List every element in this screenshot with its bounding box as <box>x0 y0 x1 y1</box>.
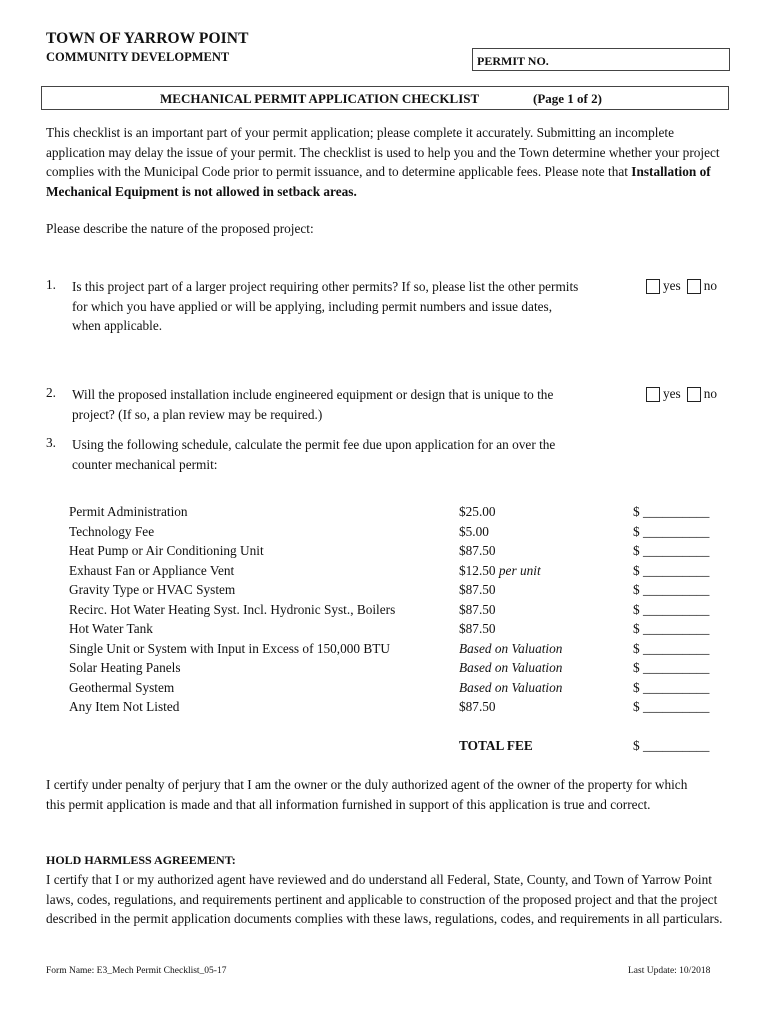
fee-amount: $12.50 per unit <box>459 562 541 578</box>
fee-item-name: Hot Water Tank <box>69 621 153 636</box>
fee-item-name: Gravity Type or HVAC System <box>69 582 236 597</box>
question-2-number: 2. <box>46 385 56 400</box>
fee-item-name: Technology Fee <box>69 523 155 539</box>
department-name: COMMUNITY DEVELOPMENT <box>46 50 230 64</box>
no-label: no <box>703 386 718 401</box>
fee-item-name: Exhaust Fan or Appliance Vent <box>69 562 235 578</box>
fee-item-name: Any Item Not Listed <box>69 699 180 714</box>
fee-amount: $87.50 <box>459 582 496 597</box>
certification-statement: I certify under penalty of perjury that I am the owner or the duly authorized agent of the owner of the property for which this permit application is made and that all information furnished in support of this application is true and correct. <box>46 777 688 812</box>
yes-label: yes <box>663 278 681 293</box>
form-title: MECHANICAL PERMIT APPLICATION CHECKLIST <box>160 91 480 106</box>
fee-row <box>0 582 770 602</box>
fee-row <box>0 543 770 563</box>
setback-notice: Installation of Mechanical Equipment is not allowed in setback areas. <box>46 164 711 199</box>
fee-row <box>0 699 770 719</box>
fee-schedule <box>0 504 770 744</box>
total-fee-row <box>0 738 770 758</box>
last-update: Last Update: 10/2018 <box>628 966 711 976</box>
fee-item-name: Solar Heating Panels <box>69 660 181 675</box>
yes-label: yes <box>663 386 681 401</box>
fee-row <box>0 504 770 524</box>
page-indicator: (Page 1 of 2) <box>533 91 602 106</box>
fee-amount: $87.50 <box>459 621 496 636</box>
question-2-text: Will the proposed installation include engineered equipment or design that is unique to the project? (If so, a plan review may be required.) <box>72 387 554 422</box>
fee-amount: $87.50 <box>459 601 496 617</box>
fee-due-field[interactable]: $ __________ <box>633 640 710 656</box>
question-1-number: 1. <box>46 277 56 292</box>
total-fee-label: TOTAL FEE <box>459 738 533 753</box>
question-2-no-checkbox[interactable] <box>687 387 701 402</box>
fee-due-field[interactable]: $ __________ <box>633 504 710 519</box>
fee-row <box>0 563 770 583</box>
form-title-box <box>41 86 729 110</box>
fee-due-field[interactable]: $ __________ <box>633 562 710 578</box>
hold-harmless-heading: HOLD HARMLESS AGREEMENT: <box>46 853 236 867</box>
question-2-yes-checkbox[interactable] <box>646 387 660 402</box>
hold-harmless-text: I certify that I or my authorized agent have reviewed and do understand all Federal, State, County, and Town of Yarrow Point laws, codes, regulations, and requirements pertinent and applicable to construction of the proposed project and that the project described in the permit application documents complies with these laws, regulations, codes, and requirements in all particulars. <box>46 872 723 927</box>
fee-due-field[interactable]: $ __________ <box>633 543 710 558</box>
fee-row <box>0 524 770 544</box>
fee-due-field[interactable]: $ __________ <box>633 582 710 597</box>
question-3-number: 3. <box>46 435 56 450</box>
fee-item-name: Single Unit or System with Input in Excess of 150,000 BTU <box>69 640 390 656</box>
fee-item-name: Heat Pump or Air Conditioning Unit <box>69 543 264 558</box>
question-1-no-checkbox[interactable] <box>687 279 701 294</box>
question-1-text: Is this project part of a larger project requiring other permits? If so, please list the other permits for which you have applied or will be applying, including permit numbers and issue dates, when applicable. <box>72 279 579 334</box>
fee-due-field[interactable]: $ __________ <box>633 523 710 539</box>
fee-due-field[interactable]: $ __________ <box>633 621 710 636</box>
question-2-options <box>646 386 717 402</box>
town-name: TOWN OF YARROW POINT <box>46 30 249 47</box>
fee-amount: $87.50 <box>459 543 496 558</box>
fee-row <box>0 680 770 700</box>
intro-paragraph: This checklist is an important part of your permit application; please complete it accurately. Submitting an incomplete application may delay the issue of your permit. The checklist is used to help you and the Town determine whether your project complies with the Municipal Code prior to permit issuance, and to determine applicable fees. Please note that Installation of Mechanical Equipment is not allowed in setback areas. <box>46 125 720 199</box>
fee-row <box>0 602 770 622</box>
fee-due-field[interactable]: $ __________ <box>633 660 710 675</box>
fee-item-name: Geothermal System <box>69 679 175 695</box>
question-1-yes-checkbox[interactable] <box>646 279 660 294</box>
describe-prompt: Please describe the nature of the proposed project: <box>46 221 314 236</box>
fee-amount: Based on Valuation <box>459 679 563 695</box>
fee-row <box>0 660 770 680</box>
fee-row <box>0 641 770 661</box>
question-1-options <box>646 278 717 294</box>
fee-amount: $5.00 <box>459 523 489 539</box>
total-fee-field[interactable]: $ __________ <box>633 738 710 753</box>
fee-due-field[interactable]: $ __________ <box>633 679 710 695</box>
fee-amount: Based on Valuation <box>459 660 563 675</box>
fee-unit: per unit <box>498 562 541 578</box>
no-label: no <box>703 278 718 293</box>
fee-item-name: Recirc. Hot Water Heating Syst. Incl. Hydronic Syst., Boilers <box>69 601 396 617</box>
fee-due-field[interactable]: $ __________ <box>633 699 710 714</box>
permit-number-label: PERMIT NO. <box>477 54 549 68</box>
fee-item-name: Permit Administration <box>69 504 188 519</box>
permit-number-field[interactable] <box>472 48 730 71</box>
fee-row <box>0 621 770 641</box>
question-3-text: Using the following schedule, calculate the permit fee due upon application for an over the counter mechanical permit: <box>72 437 556 472</box>
fee-amount: $25.00 <box>459 504 496 519</box>
fee-due-field[interactable]: $ __________ <box>633 601 710 617</box>
fee-amount: Based on Valuation <box>459 640 563 656</box>
form-name: Form Name: E3_Mech Permit Checklist_05-17 <box>46 966 227 976</box>
fee-amount: $87.50 <box>459 699 496 714</box>
